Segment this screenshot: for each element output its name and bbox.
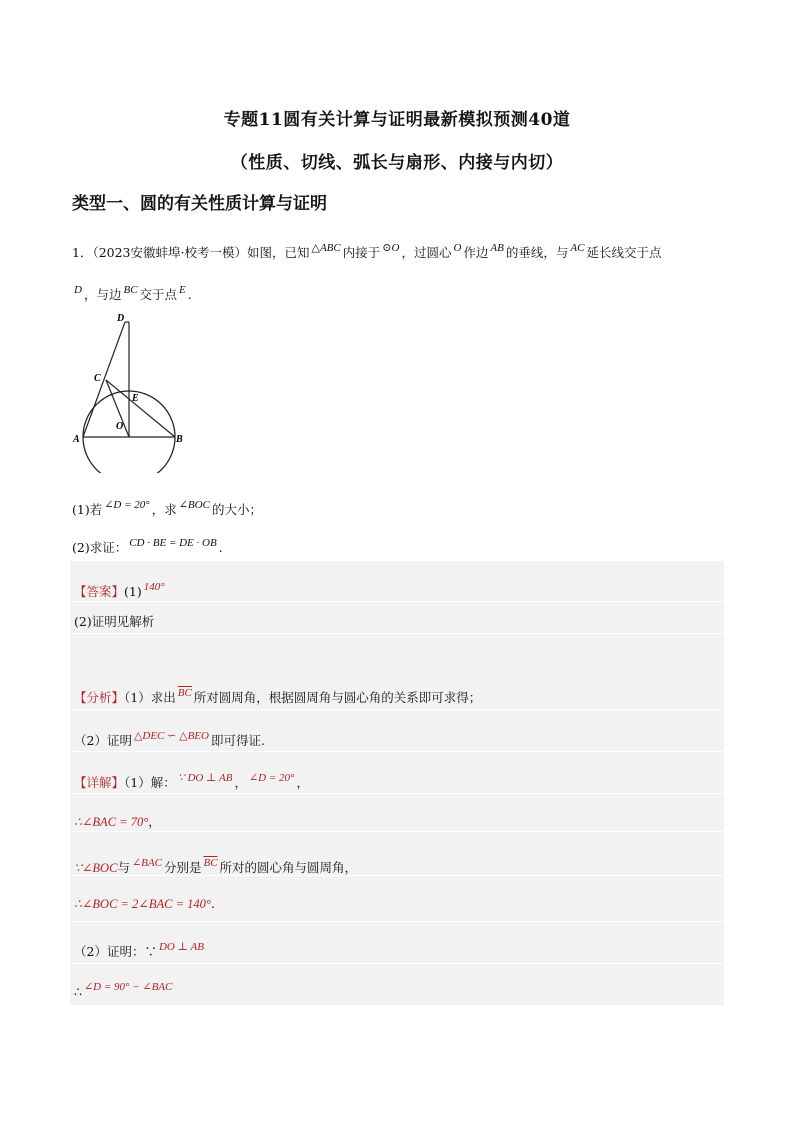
label-c: C [94, 373, 101, 384]
geometry-figure [68, 308, 198, 473]
answer-line-2: (2)证明见解析 [74, 614, 155, 629]
label-a: A [73, 434, 80, 445]
question-line-1: 1．（2023安徽蚌埠·校考一模）如图，已知 △ABC 内接于 ⊙O ，过圆心 O 作边 AB 的垂线，与 AC 延长线交于点 [72, 242, 662, 260]
analysis-line-2: （2）证明 △DEC ∽ △BEO 即可得证. [74, 730, 265, 748]
question-line-2: D ，与边 BC 交于点 E . [74, 284, 192, 302]
line-ad [83, 322, 125, 437]
detail-line-3: ∵∠BOC与 ∠BAC 分别是 $\overline{BC}$ 所对的圆心角与圆周角， [74, 857, 358, 875]
detail-line-6: ∴ ∠D = 90° − ∠BAC [74, 981, 173, 999]
answer-line-1: 【答案】(1) 140° [74, 581, 165, 599]
section-heading: 类型一、圆的有关性质计算与证明 [72, 194, 327, 214]
detail-line-1: 【详解】（1）解： ∵ DO ⊥ AB ， ∠D = 20° ， [74, 772, 309, 790]
label-b: B [176, 434, 183, 445]
label-d: D [117, 313, 125, 324]
analysis-line-1: 【分析】（1）求出 $\overline{BC}$ 所对圆周角，根据圆周角与圆心角的关系即可求得； [74, 687, 482, 705]
detail-line-5: （2）证明：∵ DO ⊥ AB [74, 941, 204, 959]
question-part-1: (1)若 ∠D = 20° ，求 ∠BOC 的大小； [72, 499, 262, 517]
document-title: 专题11圆有关计算与证明最新模拟预测40道 [223, 110, 571, 130]
label-o: O [116, 421, 124, 432]
detail-line-2: ∴∠BAC = 70°， [74, 814, 161, 829]
question-part-2: (2)求证： CD · BE = DE · OB . [72, 537, 223, 555]
document-subtitle: （性质、切线、弧长与扇形、内接与内切） [230, 153, 564, 173]
label-e: E [132, 393, 139, 404]
detail-line-4: ∴∠BOC = 2∠BAC = 140°. [74, 896, 215, 911]
